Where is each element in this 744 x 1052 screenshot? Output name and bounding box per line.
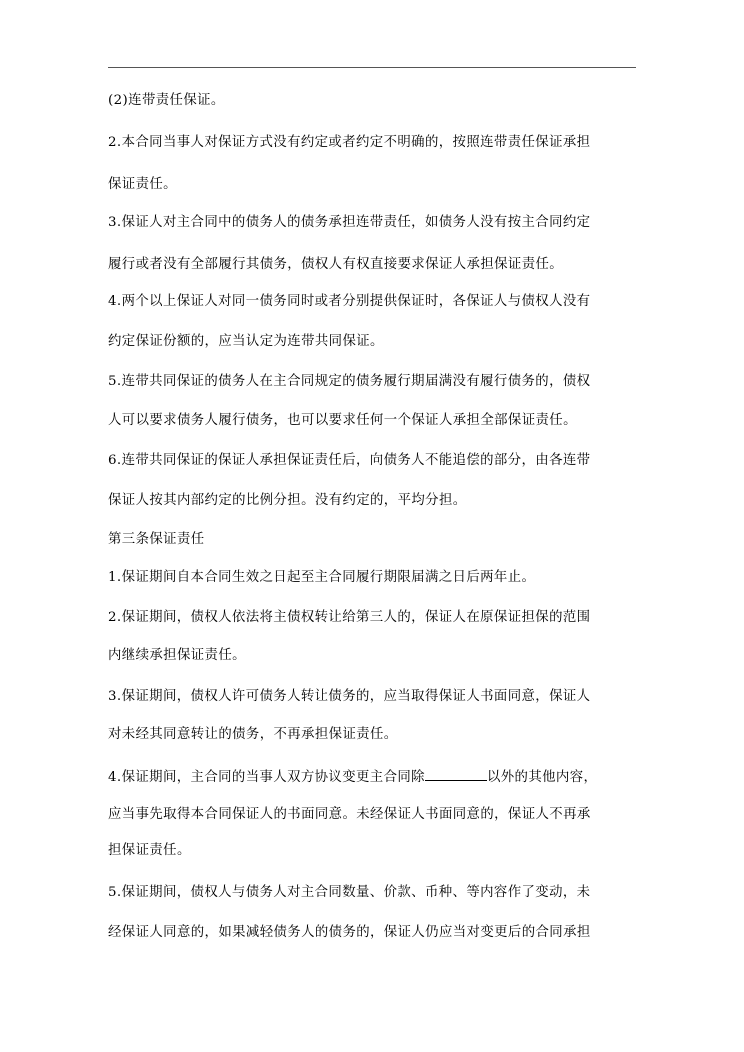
text-line: 对未经其同意转让的债务，不再承担保证责任。 xyxy=(108,727,398,742)
text-line: 2.本合同当事人对保证方式没有约定或者约定不明确的，按照连带责任保证承担 xyxy=(108,135,591,150)
text-line: 人可以要求债务人履行债务，也可以要求任何一个保证人承担全部保证责任。 xyxy=(108,413,577,428)
text-line: 保证人按其内部约定的比例分担。没有约定的，平均分担。 xyxy=(108,493,467,508)
text-line: 5.连带共同保证的债务人在主合同规定的债务履行期届满没有履行债务的，债权 xyxy=(108,374,591,389)
text-line: 2.保证期间，债权人依法将主债权转让给第三人的，保证人在原保证担保的范围 xyxy=(108,610,591,625)
text-line: 应当事先取得本合同保证人的书面同意。未经保证人书面同意的，保证人不再承 xyxy=(108,807,591,822)
text-line: 1.保证期间自本合同生效之日起至主合同履行期限届满之日后两年止。 xyxy=(108,570,536,585)
text-line: (2)连带责任保证。 xyxy=(108,93,225,108)
header-divider xyxy=(108,67,636,68)
text-line-with-blank xyxy=(108,766,597,787)
text-line: 3.保证期间，债权人许可债务人转让债务的，应当取得保证人书面同意，保证人 xyxy=(108,689,591,704)
text-line: 履行或者没有全部履行其债务，债权人有权直接要求保证人承担保证责任。 xyxy=(108,257,564,272)
text-segment: 4.保证期间，主合同的当事人双方协议变更主合同除 xyxy=(108,770,425,785)
section-heading: 第三条保证责任 xyxy=(108,532,205,547)
text-line: 经保证人同意的，如果减轻债务人的债务的，保证人仍应当对变更后的合同承担 xyxy=(108,925,591,940)
text-line: 3.保证人对主合同中的债务人的债务承担连带责任，如债务人没有按主合同约定 xyxy=(108,215,591,230)
text-line: 5.保证期间，债权人与债务人对主合同数量、价款、币种、等内容作了变动，未 xyxy=(108,885,591,900)
text-line: 内继续承担保证责任。 xyxy=(108,648,246,663)
fill-in-blank xyxy=(425,766,487,781)
text-line: 担保证责任。 xyxy=(108,843,191,858)
text-line: 约定保证份额的，应当认定为连带共同保证。 xyxy=(108,334,384,349)
text-segment: 以外的其他内容， xyxy=(486,770,598,785)
text-line: 4.两个以上保证人对同一债务同时或者分别提供保证时，各保证人与债权人没有 xyxy=(108,294,591,309)
text-line: 6.连带共同保证的保证人承担保证责任后，向债务人不能追偿的部分，由各连带 xyxy=(108,453,591,468)
text-line: 保证责任。 xyxy=(108,177,177,192)
